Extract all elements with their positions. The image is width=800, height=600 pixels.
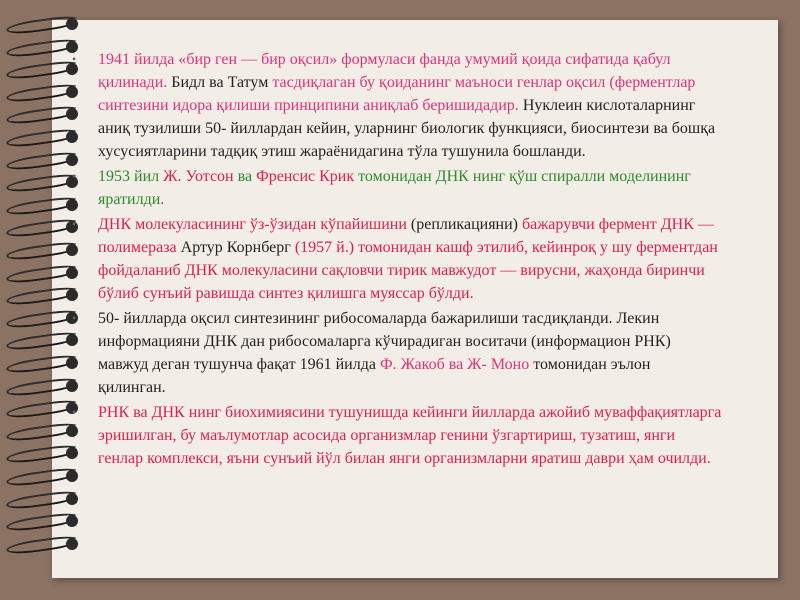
bullet-item <box>72 213 722 305</box>
text-segment: ДНК молекуласининг ўз-ўзидан кўпайишини <box>98 216 411 233</box>
text-segment: Артур Корнберг <box>180 239 295 256</box>
text-segment: бажарувчи фермент ДНК — полимераза <box>98 216 714 256</box>
spiral-ring <box>6 538 88 550</box>
text-segment: (репликацияни) <box>410 216 522 233</box>
bullet-dot-icon: • <box>72 311 77 325</box>
text-segment: 1953 йил <box>98 168 164 185</box>
bullet-dot-icon: • <box>72 169 77 183</box>
slide-content <box>72 48 722 472</box>
bullet-dot-icon: • <box>72 217 77 231</box>
spiral-ring <box>6 18 88 30</box>
text-segment: тасдиқлаган бу қоиданинг маъноси генлар оқсил (ферментлар синтезини идора қилиши принципини аниқлаб беришидадир. <box>98 74 696 114</box>
bullet-dot-icon: • <box>72 52 77 66</box>
text-segment: РНК ва ДНК нинг биохимиясини тушунишда кейинги йилларда ажойиб муваффақиятларга эришилган, бу маълумотлар асосида организмлар генини ўзгартириш, тузатиш, янги генлар комплекси, яъни сунъий йўл билан янги организмларни яратиш даври ҳам очилди. <box>98 404 722 467</box>
text-segment: Ж. Уотсон <box>163 168 238 185</box>
text-segment: томонидан ДНК нинг қўш спиралли моделининг яратилди. <box>98 168 691 208</box>
text-segment: Нуклеин кислоталарнинг аниқ тузилиши 50- йиллардан кейин, уларнинг биологик функцияси, биосинтези ва бошқа хусусиятларини тадқиқ этиш жараёнидагина тўла тушунила бошланди. <box>98 97 716 160</box>
text-segment: Френсис Крик <box>256 168 359 185</box>
text-segment: 50- йилларда оқсил синтезининг рибосомаларда бажарилиши тасдиқланди. Лекин информацияни ДНК дан рибосомаларга кўчирадиган воситачи (информацион РНК) мавжуд деган тушунча фақат 1961 йилда <box>98 310 671 373</box>
spiral-ring <box>6 515 88 527</box>
bullet-list <box>72 48 722 470</box>
text-segment: Ф. Жакоб ва Ж- Моно <box>379 356 534 373</box>
text-segment: (1957 й.) томонидан кашф этилиб, кейинроқ у шу ферментдан фойдаланиб ДНК молекуласини сақловчи тирик мавжудот — вирусни, жаҳонда биринчи бўлиб сунъий равишда синтез қилишга муяссар бўлди. <box>98 239 718 302</box>
bullet-item <box>72 401 722 470</box>
bullet-dot-icon: • <box>72 405 77 419</box>
text-segment: ва <box>237 168 257 185</box>
bullet-item <box>72 48 722 163</box>
text-segment: томонидан эълон қилинган. <box>98 356 651 396</box>
spiral-ring <box>6 493 88 505</box>
bullet-item <box>72 307 722 399</box>
text-segment: 1941 йилда «бир ген — бир оқсил» формуласи фанда умумий қоида сифатида қабул қилинади. <box>98 51 671 91</box>
text-segment: Бидл ва Татум <box>171 74 273 91</box>
bullet-item <box>72 165 722 211</box>
